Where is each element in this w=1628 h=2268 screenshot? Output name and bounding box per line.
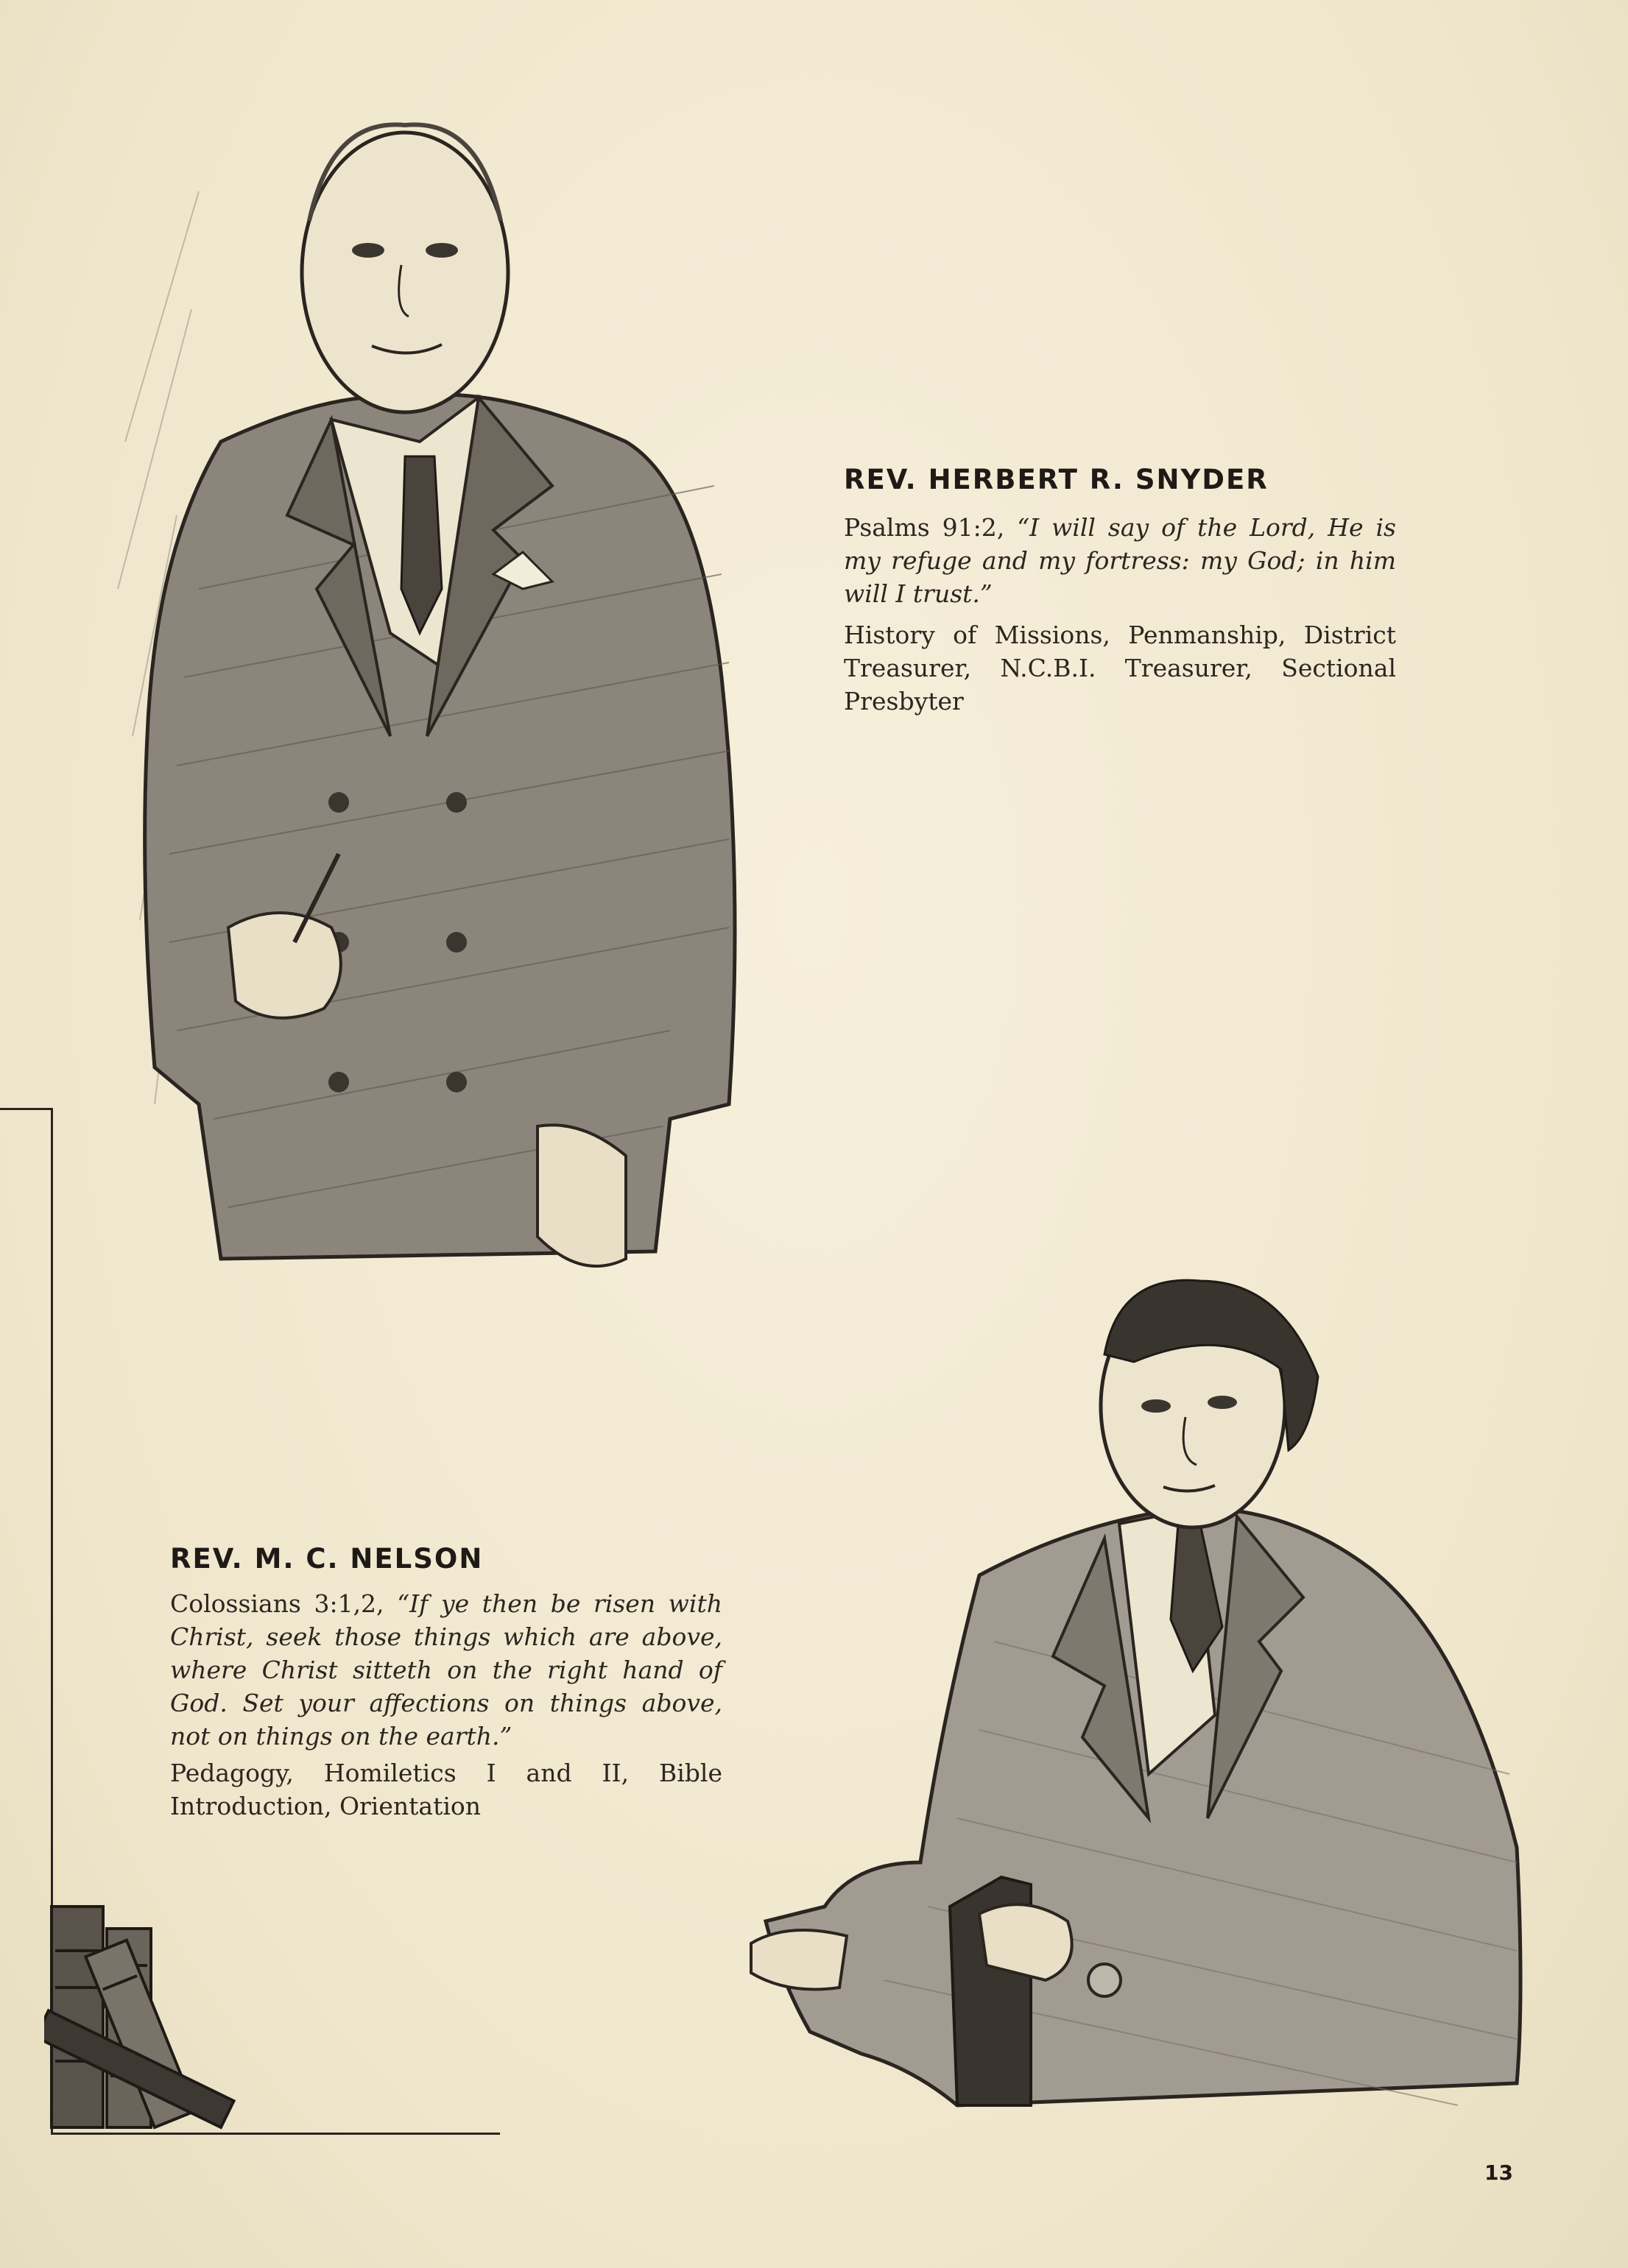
verse-reference: Psalms 91:2, (844, 513, 1005, 542)
verse-nelson (170, 1587, 722, 1753)
portrait-snyder (110, 74, 758, 1288)
faculty-name-nelson: REV. M. C. NELSON (170, 1543, 484, 1575)
verse-text: “I will say of the Lord, He is my refuge and my fortress: my God; in him will I trust.” (844, 513, 1396, 608)
portrait-nelson (736, 1259, 1539, 2142)
verse-text: “If ye then be risen with Christ, seek those things which are above, where Christ sitteth on the right hand of God. Set your affections on things above, not on things on the earth.” (170, 1589, 722, 1751)
page-number: 13 (1484, 2161, 1513, 2185)
duties-nelson: Pedagogy, Homiletics I and II, Bible Introduction, Orientation (170, 1759, 722, 1820)
books-illustration (44, 1892, 471, 2135)
frame-line-top (0, 1108, 53, 1110)
verse-reference: Colossians 3:1,2, (170, 1589, 384, 1618)
verse-snyder (844, 511, 1396, 610)
faculty-name-snyder: REV. HERBERT R. SNYDER (844, 464, 1269, 495)
duties-snyder: History of Missions, Penmanship, District Treasurer, N.C.B.I. Treasurer, Sectional Presbyter (844, 621, 1396, 716)
